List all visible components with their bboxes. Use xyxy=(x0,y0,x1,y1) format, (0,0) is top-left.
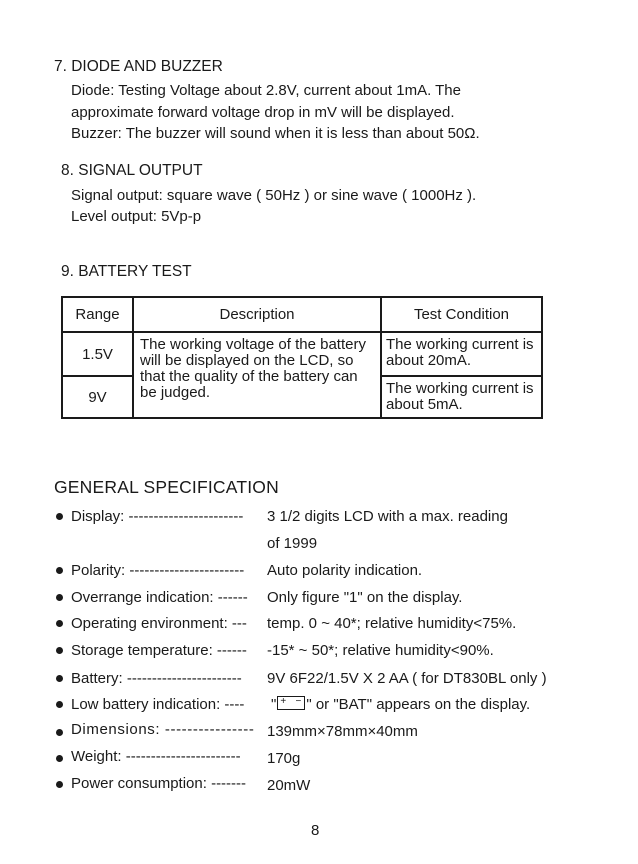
description-cell: The working voltage of the battery will be displayed on the LCD, so that the quality of the battery can be judged. xyxy=(133,332,381,418)
spec-label-display: Display: ----------------------- xyxy=(71,508,244,525)
section-8-line-2: Level output: 5Vp-p xyxy=(71,208,202,225)
section-8-title: 8. SIGNAL OUTPUT xyxy=(61,162,203,179)
battery-test-table xyxy=(61,296,543,419)
section-7-line-3: Buzzer: The buzzer will sound when it is less than about 50Ω. xyxy=(71,125,480,142)
table-header-row xyxy=(62,297,542,332)
bullet-icon xyxy=(56,675,63,682)
page-number: 8 xyxy=(311,822,320,839)
bullet-icon xyxy=(56,594,63,601)
spec-label-dimensions: Dimensions: ---------------- xyxy=(71,721,255,738)
spec-value-display-cont: of 1999 xyxy=(267,535,318,552)
spec-label-weight: Weight: ----------------------- xyxy=(71,748,241,765)
header-range: Range xyxy=(62,297,133,332)
low-battery-quote-open: " xyxy=(271,696,277,713)
header-description: Description xyxy=(133,297,381,332)
spec-value-operating-env: temp. 0 ~ 40*; relative humidity<75%. xyxy=(267,615,517,632)
spec-label-polarity: Polarity: ----------------------- xyxy=(71,562,245,579)
range-cell: 1.5V xyxy=(62,332,133,376)
condition-cell: The working current is about 20mA. xyxy=(381,332,542,376)
bullet-icon xyxy=(56,781,63,788)
section-8-line-1: Signal output: square wave ( 50Hz ) or sine wave ( 1000Hz ). xyxy=(71,187,477,204)
spec-label-overrange: Overrange indication: ------ xyxy=(71,589,248,606)
spec-value-weight: 170g xyxy=(267,750,301,767)
header-test-condition: Test Condition xyxy=(381,297,542,332)
section-7-line-1: Diode: Testing Voltage about 2.8V, current about 1mA. The xyxy=(71,82,461,99)
bullet-icon xyxy=(56,513,63,520)
condition-cell: The working current is about 5mA. xyxy=(381,376,542,418)
low-battery-text: " or "BAT" appears on the display. xyxy=(306,696,531,713)
bullet-icon xyxy=(56,729,63,736)
spec-value-overrange: Only figure "1" on the display. xyxy=(267,589,463,606)
spec-value-power: 20mW xyxy=(267,777,311,794)
section-7-title: 7. DIODE AND BUZZER xyxy=(54,58,223,75)
bullet-icon xyxy=(56,620,63,627)
bullet-icon xyxy=(56,755,63,762)
spec-label-battery: Battery: ----------------------- xyxy=(71,670,242,687)
spec-value-battery: 9V 6F22/1.5V X 2 AA ( for DT830BL only ) xyxy=(267,670,547,687)
general-specification-title: GENERAL SPECIFICATION xyxy=(54,477,279,497)
low-battery-icon: + − xyxy=(277,696,305,710)
section-9-title: 9. BATTERY TEST xyxy=(61,263,192,280)
spec-label-storage-temp: Storage temperature: ------ xyxy=(71,642,247,659)
spec-value-dimensions: 139mm×78mm×40mm xyxy=(267,723,418,740)
table-row xyxy=(62,332,542,376)
range-cell: 9V xyxy=(62,376,133,418)
spec-label-power: Power consumption: ------- xyxy=(71,775,247,792)
spec-value-polarity: Auto polarity indication. xyxy=(267,562,423,579)
spec-label-operating-env: Operating environment: --- xyxy=(71,615,247,632)
spec-value-low-battery xyxy=(271,696,530,713)
spec-value-storage-temp: -15* ~ 50*; relative humidity<90%. xyxy=(267,642,494,659)
bullet-icon xyxy=(56,647,63,654)
spec-label-low-battery: Low battery indication: ---- xyxy=(71,696,245,713)
spec-value-display: 3 1/2 digits LCD with a max. reading xyxy=(267,508,508,525)
bullet-icon xyxy=(56,567,63,574)
bullet-icon xyxy=(56,701,63,708)
section-7-line-2: approximate forward voltage drop in mV will be displayed. xyxy=(71,104,455,121)
